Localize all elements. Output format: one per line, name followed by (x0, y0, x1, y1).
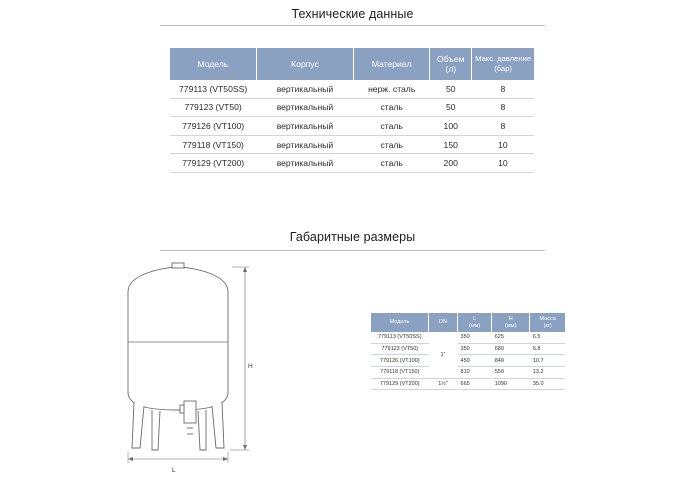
cell-body: вертикальный (256, 80, 353, 98)
cell-pressure: 10 (472, 135, 534, 154)
table-row (371, 343, 565, 355)
dimensions-table (371, 313, 565, 390)
cell-model: 779126 (VT100) (170, 117, 256, 136)
col-body: Корпус (256, 48, 353, 80)
cell-material: сталь (354, 135, 430, 154)
cell-pressure: 10 (472, 154, 534, 173)
cell-dn: 1" (429, 332, 458, 378)
specs-table (170, 48, 534, 173)
col-mass: Масса (кг) (530, 313, 565, 332)
cell-model: 779123 (VT50) (170, 98, 256, 117)
cell-mass: 6.8 (530, 343, 565, 355)
cell-mass: 10.7 (530, 355, 565, 367)
cell-l: 450 (458, 355, 492, 367)
cell-model: 779129 (VT200) (371, 378, 429, 390)
col-model: Модель (371, 313, 429, 332)
cell-pressure: 8 (472, 98, 534, 117)
cell-model: 779118 (VT150) (371, 367, 429, 379)
cell-pressure: 8 (472, 80, 534, 98)
cell-model: 779126 (VT100) (371, 355, 429, 367)
cell-h: 625 (492, 332, 530, 343)
cell-mass: 13.2 (530, 367, 565, 379)
cell-h: 550 (492, 367, 530, 379)
col-volume: Объем (л) (430, 48, 472, 80)
cell-model: 779113 (VT50SS) (371, 332, 429, 343)
table-row (371, 378, 565, 390)
table-row (170, 135, 534, 154)
height-dimension-label: H (248, 363, 253, 370)
table-row (371, 367, 565, 379)
col-h: H (мм) (492, 313, 530, 332)
cell-dn: 1½" (429, 378, 458, 390)
cell-material: сталь (354, 117, 430, 136)
cell-volume: 100 (430, 117, 472, 136)
specs-title: Технические данные (291, 7, 414, 21)
specs-title-divider (160, 25, 545, 26)
cell-model: 779129 (VT200) (170, 154, 256, 173)
cell-h: 1090 (492, 378, 530, 390)
cell-body: вертикальный (256, 135, 353, 154)
cell-material: нерж. сталь (354, 80, 430, 98)
col-dn: DN (429, 313, 458, 332)
cell-volume: 200 (430, 154, 472, 173)
cell-model: 779123 (VT50) (371, 343, 429, 355)
cell-volume: 150 (430, 135, 472, 154)
cell-pressure: 8 (472, 117, 534, 136)
cell-mass: 6.5 (530, 332, 565, 343)
cell-mass: 35.0 (530, 378, 565, 390)
cell-volume: 50 (430, 80, 472, 98)
table-row (170, 117, 534, 136)
cell-model: 779113 (VT50SS) (170, 80, 256, 98)
cell-material: сталь (354, 154, 430, 173)
dimensions-header-row (371, 313, 565, 332)
col-l: L (мм) (458, 313, 492, 332)
length-dimension-label: L (172, 467, 176, 474)
table-row (170, 98, 534, 117)
cell-l: 350 (458, 343, 492, 355)
cell-l: 350 (458, 332, 492, 343)
cell-h: 680 (492, 343, 530, 355)
cell-volume: 50 (430, 98, 472, 117)
dimensions-title-divider (160, 250, 545, 251)
cell-body: вертикальный (256, 117, 353, 136)
table-row (170, 80, 534, 98)
cell-h: 840 (492, 355, 530, 367)
table-row (170, 154, 534, 173)
dimensions-title: Габаритные размеры (289, 230, 416, 244)
table-row (371, 355, 565, 367)
table-row (371, 332, 565, 343)
cell-material: сталь (354, 98, 430, 117)
col-pressure: Макс. давление (бар) (472, 48, 534, 80)
specs-header-row (170, 48, 534, 80)
cell-l: 665 (458, 378, 492, 390)
cell-model: 779118 (VT150) (170, 135, 256, 154)
col-model: Модель (170, 48, 256, 80)
cell-body: вертикальный (256, 98, 353, 117)
tank-drawing (118, 258, 268, 480)
col-material: Материал (354, 48, 430, 80)
cell-body: вертикальный (256, 154, 353, 173)
cell-l: 810 (458, 367, 492, 379)
